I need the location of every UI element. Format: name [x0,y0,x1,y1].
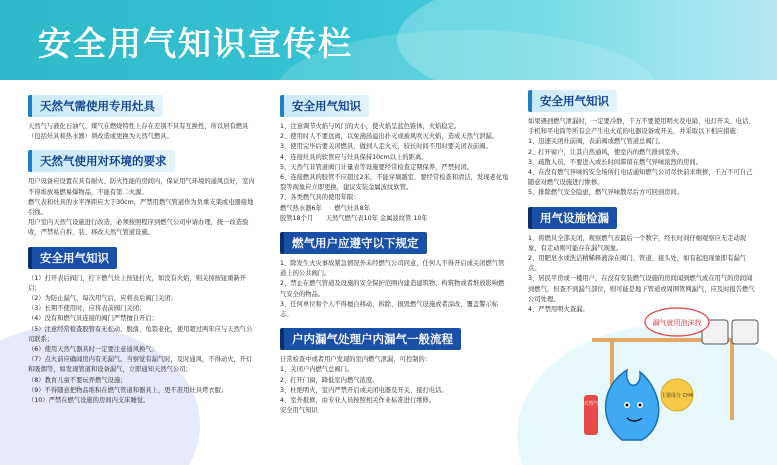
section-text: 如果遇到燃气泄漏时，一定要冷静，千万不要使用明火及电扇、电灯开关、电话、手机和平电筒等所有会产生电火花的电器设备或开关，并采取以下相应措施： 1、迅速关闭灶前阀，表前阀或燃气管道总阀门。 2、打开窗户，让其自然通风，使室内的燃气排到室外。 3、疏散人员，不要进入或长时间滞留在燃气异味浓烈的房间。 4、在没有燃气异味的安全场所打电话通知燃气公司尽快前来维修，千万不可自己随意对燃气设施进行维修。 5、排除燃气安全隐患，燃气异味散尽后方可回到房间。 [528,118,755,197]
column-left [28,95,258,414]
section-text: （1）打开表后阀门，拧下燃气灶上按钮打火，如没有火焰，则关掉按钮重新开启； （2）为防止漏气，每次用气后，应将表后阀门关闭； （3）长期不使用时，应将表前阀门关闭； （4）没有和燃气具连接的阀门严禁擅自开启； （5）注意经常检查胶管有无松动、脱落、龟裂老化，使用超过两年应与天然气公司联系； （6）使用天然气器具时一定要注意通风换气； （7）点火前应确闻房内有无漏气。当察觉有漏气时，及时通风，不得动火，开灯和吸烟等，如发现管道和设备漏气，立即通知天然气公司； （8）教育儿童不要玩弄燃气设施； （9）不得随意把物品堆积在燃气管道和器具上，更不准用灶具烤衣服； （10）严禁在燃气设施的房间内支床睡觉。 [28,274,253,405]
section-title: 安全用气知识 [280,95,369,117]
gas-mascot-icon [582,300,767,455]
section-title: 燃气用户应遵守以下规定 [280,232,427,254]
section-title: 天然气使用对环境的要求 [28,150,175,172]
section-text: 日常检查中或者用户发现的室内燃气泄漏，可控制的： 1、关闭户内燃气总阀门。 2、打开门窗，降低室内燃气浓度。 3、杜绝明火，室内严禁开启或关闭电器及开关、接打电话。 4、室外报修，由专业人员按照相关作业标准进行维修。 安全用气知识 [280,356,448,415]
section-text: 1、除发生火灾事故紧急情况外未经燃气公司同意，任何人不得开启或关闭燃气管道上的公共阀门。 2、禁止在燃气管道及设施的安全保护范围内建造建筑物、构筑物或者堆放影响燃气安全的物品。 3、任何单位和个人不得擅自移动、拆除、损毁燃气设施或者涂改、覆盖警示标志。 [280,260,505,319]
header-banner [0,0,777,80]
section-special-stove [28,95,258,142]
section-environment [28,150,258,238]
character-label: 天然气 [583,401,599,407]
section-title: 用气设施检漏 [528,207,617,229]
section-leak-check [528,207,758,316]
section-safety-knowledge-1 [28,247,258,407]
section-text: 1、注意调节火焰与风门的大小，使火焰呈蓝色锥体，火焰稳定。 2、使用时人不要远离，以免沸汤溢出扑灭或被风吹灭火焰，造成天然气泄漏。 3、使用完毕后要关闭燃具，做到人走火灭，较长时间不用时要关闭表前阀。 4、连接灶具的软管应与灶具保持10cm以上的距离。 5、天然气非管道阀门计量表等设施要经常检查定期保养，严禁封闭。 6、连接燃具的胶管不应超过2米，不能穿墙越室，要经常检查和清洁，发现老化龟裂等现象应立即更换，建议安装金属波纹软管。 7、各类燃气具的使用年限： 燃气热水器6年 燃气灶具8年 胶管18个月 天然气燃气表10年 金属波纹管 10年 [280,123,509,222]
page-title: 安全用气知识宣传栏 [38,24,353,63]
section-safety-knowledge-3 [528,90,758,199]
section-safety-knowledge-2 [280,95,510,224]
section-text: 1、将燃具全部关闭，观察燃气表最后一个数字，经长时间仔细观察应无走动现象，有走动则可能存在漏气现象。 2、用肥皂水或洗洁精稀释液涂在阀门、管道、接头处，如有起泡现象即有漏气点。 3、居民平房或一楼用户，在没有安装燃气设施的房间闻到燃气或在用气的房间闻到燃气，但查不到漏气部位，则可能是地下管道或周围管网漏气，应及时报告燃气公司处理。 4、严禁用明火查漏。 [528,234,755,314]
bubble-text: 漏气就用泡沫找 [652,319,702,327]
section-title: 安全用气知识 [28,247,117,269]
column-middle [280,95,510,424]
section-user-rules [280,232,510,320]
section-title: 户内漏气处理户内漏气一般流程 [280,328,461,350]
column-right [528,90,758,323]
section-title: 安全用气知识 [528,90,617,112]
section-text: 天然气与液化石油气、煤气在燃烧特性上存在差别不具有互换性，所以居有燃具（包括灶具和热水器）须改造或更换为天然气燃具。 [28,123,249,141]
section-text: 用户设备应设置在具有耐火、防火性能的房间内，保证用气环境的通风良好，室内不得堆放易燃易爆物品，不能有第二火源。 燃气表和灶具的水平净距应大于30cm，严禁用燃气管道作为负重支架或电器接地引线。 用户室内天然气设施进行改造，必须按照程序到燃气公司申请办理，统一改造验收，严禁私自拆、装、移改天然气管道设施。 [28,178,255,237]
section-leak-procedure [280,328,510,416]
section-title: 天然气需使用专用灶具 [28,95,163,117]
character-label: 主要成分 CH4 [660,393,694,399]
